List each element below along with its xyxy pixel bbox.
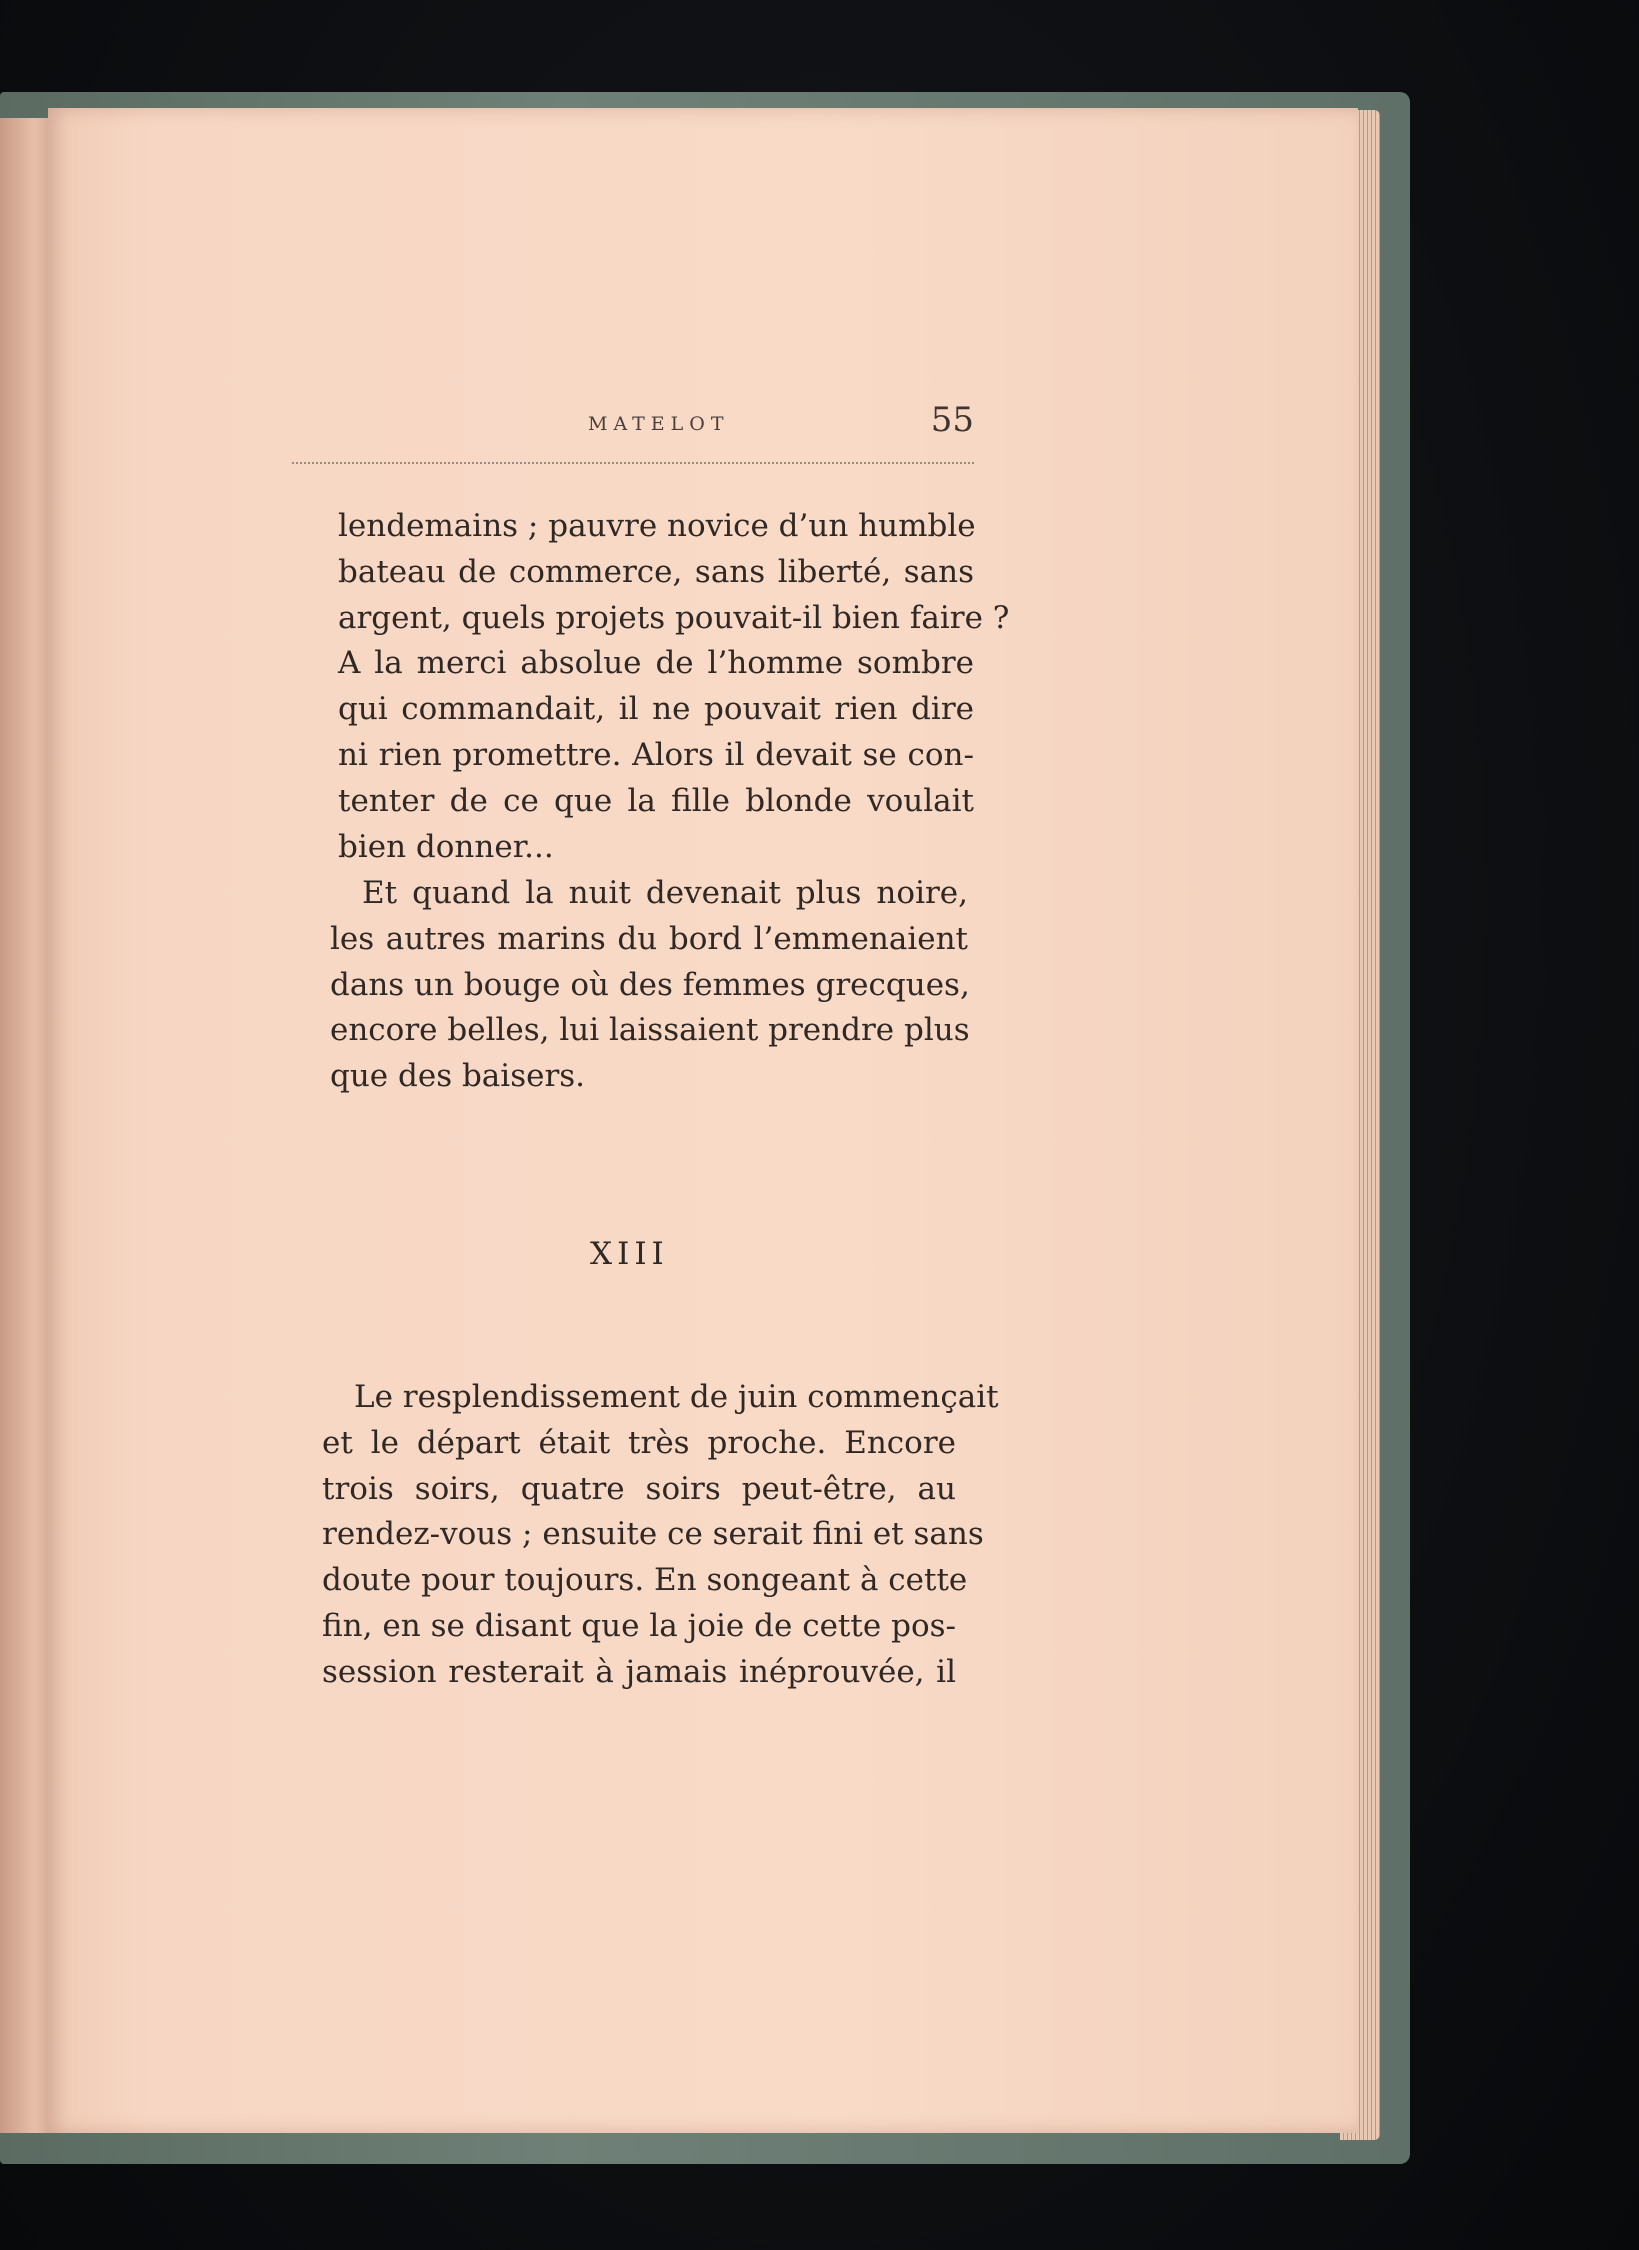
text-line: que des baisers.	[330, 1058, 586, 1095]
text-line: bien donner...	[338, 828, 554, 865]
running-head	[292, 402, 974, 464]
text-line: encore belles, lui laissaient prendre plus	[330, 1012, 970, 1049]
text-line: A la merci absolue de l’homme sombre	[338, 645, 974, 682]
text-line: et le départ était très proche. Encore	[322, 1424, 956, 1461]
text-line: tenter de ce que la fille blonde voulait	[338, 782, 974, 819]
text-line: dans un bouge où des femmes grecques,	[330, 966, 970, 1003]
text-line: bateau de commerce, sans liberté, sans	[338, 553, 974, 590]
paragraph-continuation	[338, 504, 1010, 870]
chapter-heading: XIII	[590, 1236, 669, 1272]
text-line: fin, en se disant que la joie de cette pos-	[322, 1607, 956, 1644]
text-line: argent, quels projets pouvait-il bien faire ?	[338, 599, 1010, 636]
paragraph	[322, 1375, 999, 1696]
text-line: Le resplendissement de juin commençait	[354, 1379, 999, 1415]
text-line: session resterait à jamais inéprouvée, il	[322, 1653, 956, 1690]
text-line: trois soirs, quatre soirs peut-être, au	[322, 1470, 956, 1507]
text-line: les autres marins du bord l’emmenaient	[330, 920, 968, 957]
text-line: qui commandait, il ne pouvait rien dire	[338, 691, 974, 728]
text-line: ni rien promettre. Alors il devait se con-	[338, 736, 974, 773]
text-line: lendemains ; pauvre novice d’un humble	[338, 508, 976, 544]
text-line: rendez-vous ; ensuite ce serait fini et sans	[322, 1516, 984, 1553]
text-line: doute pour toujours. En songeant à cette	[322, 1562, 968, 1599]
text-line: Et quand la nuit devenait plus noire,	[362, 875, 968, 911]
running-title: MATELOT	[588, 413, 730, 435]
page-number: 55	[930, 400, 974, 440]
facing-page-edge	[0, 118, 52, 2133]
paragraph	[330, 871, 968, 1100]
